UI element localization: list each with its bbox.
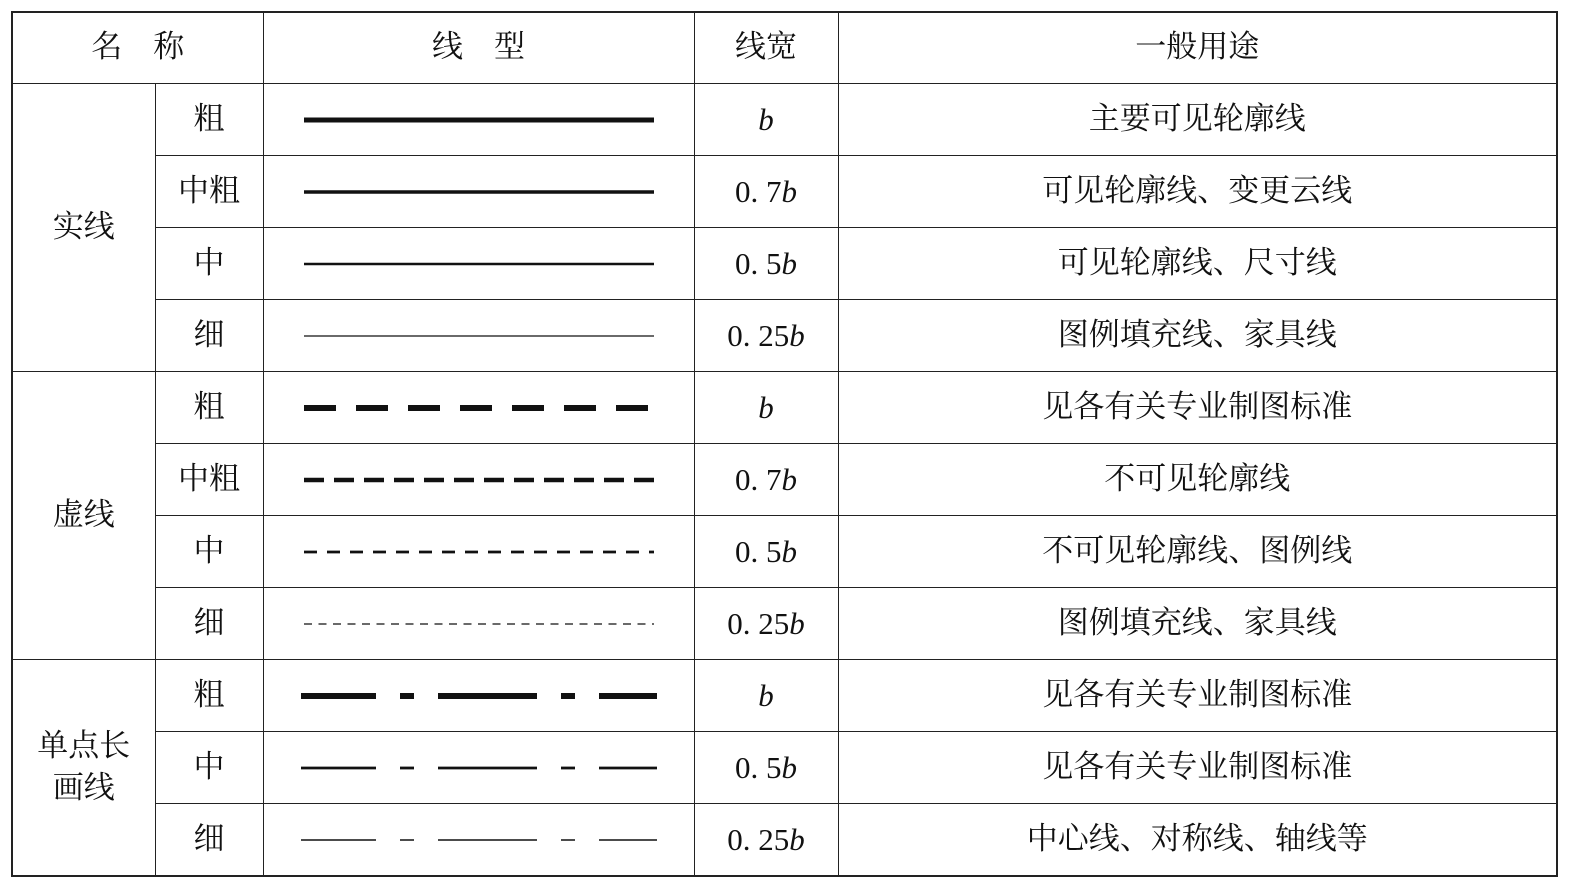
- line-sample-svg: [304, 329, 654, 343]
- width-var: b: [789, 821, 805, 857]
- table-row: [12, 156, 1557, 228]
- line-width: [694, 732, 838, 804]
- line-width: [694, 444, 838, 516]
- line-width: [694, 804, 838, 877]
- line-sample: [263, 300, 694, 372]
- width-var: b: [781, 461, 797, 497]
- line-width: [694, 84, 838, 156]
- table-row: [12, 228, 1557, 300]
- line-sample-svg: [304, 257, 654, 271]
- width-prefix: 0. 5: [735, 245, 782, 281]
- line-sample-svg: [301, 833, 657, 847]
- group-name-line-2: 画线: [52, 769, 115, 806]
- usage: 图例填充线、家具线: [838, 588, 1557, 660]
- line-sample: [263, 156, 694, 228]
- width-prefix: 0. 25: [727, 317, 790, 353]
- width-var: b: [758, 101, 774, 137]
- width-var: b: [758, 389, 774, 425]
- usage: 见各有关专业制图标准: [838, 732, 1557, 804]
- line-sample-svg: [304, 185, 654, 199]
- width-prefix: 0. 25: [727, 605, 790, 641]
- usage: 不可见轮廓线、图例线: [838, 516, 1557, 588]
- sub-name: 粗: [155, 660, 263, 732]
- sub-name: 中粗: [155, 156, 263, 228]
- usage: 主要可见轮廓线: [838, 84, 1557, 156]
- line-width: [694, 588, 838, 660]
- line-sample: [263, 84, 694, 156]
- line-sample: [263, 732, 694, 804]
- width-prefix: 0. 5: [735, 533, 782, 569]
- line-width: [694, 156, 838, 228]
- line-sample-svg: [304, 545, 654, 559]
- line-sample: [263, 372, 694, 444]
- sub-name: 细: [155, 804, 263, 877]
- line-width: [694, 372, 838, 444]
- header-linetype: 线 型: [263, 12, 694, 84]
- table-row: [12, 444, 1557, 516]
- width-var: b: [789, 605, 805, 641]
- line-type-table: [11, 11, 1558, 877]
- width-var: b: [789, 317, 805, 353]
- table-row: [12, 372, 1557, 444]
- header-usage: 一般用途: [838, 12, 1557, 84]
- table-row: [12, 732, 1557, 804]
- usage: 中心线、对称线、轴线等: [838, 804, 1557, 877]
- line-sample: [263, 804, 694, 877]
- width-prefix: 0. 7: [735, 461, 782, 497]
- width-prefix: 0. 5: [735, 749, 782, 785]
- line-sample: [263, 228, 694, 300]
- usage: 可见轮廓线、尺寸线: [838, 228, 1557, 300]
- line-sample-svg: [304, 113, 654, 127]
- table-row: [12, 660, 1557, 732]
- width-prefix: 0. 25: [727, 821, 790, 857]
- table-row: [12, 300, 1557, 372]
- width-prefix: 0. 7: [735, 173, 782, 209]
- line-sample-svg: [304, 401, 654, 415]
- usage: 图例填充线、家具线: [838, 300, 1557, 372]
- line-sample: [263, 516, 694, 588]
- group-name-line-1: 单点长: [37, 727, 131, 764]
- sub-name: 中粗: [155, 444, 263, 516]
- sub-name: 中: [155, 732, 263, 804]
- group-name-solid: 实线: [12, 84, 155, 372]
- width-var: b: [781, 749, 797, 785]
- header-row: [12, 12, 1557, 84]
- line-width: [694, 660, 838, 732]
- group-name-dashed: 虚线: [12, 372, 155, 660]
- table-row: [12, 804, 1557, 877]
- group-name-dashdot: [12, 660, 155, 877]
- line-width: [694, 228, 838, 300]
- sub-name: 中: [155, 228, 263, 300]
- header-width: 线宽: [694, 12, 838, 84]
- table-row: [12, 588, 1557, 660]
- line-sample-svg: [304, 473, 654, 487]
- line-sample-svg: [301, 761, 657, 775]
- sub-name: 细: [155, 588, 263, 660]
- width-var: b: [781, 173, 797, 209]
- sub-name: 粗: [155, 84, 263, 156]
- sub-name: 粗: [155, 372, 263, 444]
- sub-name: 细: [155, 300, 263, 372]
- usage: 不可见轮廓线: [838, 444, 1557, 516]
- usage: 见各有关专业制图标准: [838, 660, 1557, 732]
- line-sample: [263, 444, 694, 516]
- line-sample: [263, 588, 694, 660]
- line-width: [694, 300, 838, 372]
- line-sample: [263, 660, 694, 732]
- width-var: b: [781, 245, 797, 281]
- line-sample-svg: [301, 689, 657, 703]
- header-name: 名 称: [12, 12, 263, 84]
- sub-name: 中: [155, 516, 263, 588]
- width-var: b: [758, 677, 774, 713]
- width-var: b: [781, 533, 797, 569]
- line-sample-svg: [304, 617, 654, 631]
- usage: 可见轮廓线、变更云线: [838, 156, 1557, 228]
- usage: 见各有关专业制图标准: [838, 372, 1557, 444]
- line-width: [694, 516, 838, 588]
- table-row: [12, 84, 1557, 156]
- table-row: [12, 516, 1557, 588]
